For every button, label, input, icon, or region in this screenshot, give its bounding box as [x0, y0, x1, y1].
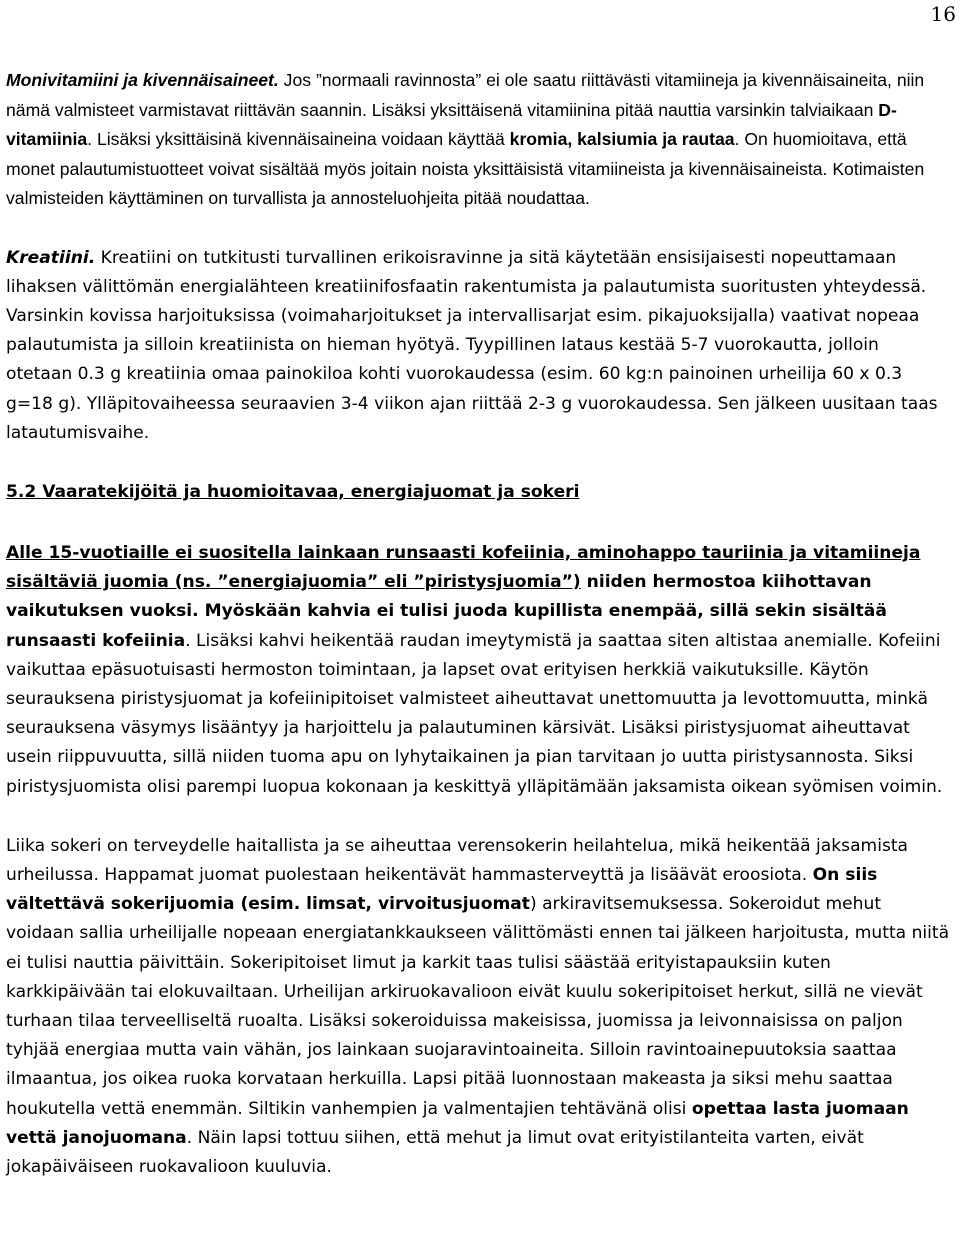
energy-underlined: Alle 15-vuotiaille ei suositella lainkaan runsaasti kofeiinia, aminohappo tauriinia ja vitamiineja sisältäviä juomia (ns. ”energiajuomia” eli ”piristysjuomia”) — [6, 542, 921, 593]
sugar-bold-2: opettaa lasta juomaan vettä janojuomana — [6, 1098, 909, 1148]
spacer — [6, 448, 950, 478]
vitamins-bold-2: kromia, kalsiumia ja rautaa — [509, 129, 735, 149]
vitamins-lead: Monivitamiini ja kivennäisaineet. — [6, 70, 279, 90]
vitamins-bold-1: D-vitamiinia — [6, 99, 897, 149]
energy-text: . Lisäksi kahvi heikentää raudan imeytymistä ja saattaa siten altistaa anemialle. Kofeiini vaikuttaa epäsuotuisasti hermoston toimintaan, ja lapset ovat erityisen herkkiä vaikutuksille. Käytön seurauksena piristysjuomat ja kofeiinipitoiset valmisteet aiheuttavat unettomuutta ja levottomuutta, minkä seurauksena väsymys lisääntyy ja harjoittelu ja palautuminen kärsivät. Lisäksi piristysjuomat aiheuttavat usein riippuvuutta, sillä niiden tuoma apu on lyhytaikainen ja pian tarvitaan jo uutta piristysannosta. Siksi piristysjuomista olisi parempi luopua kokonaan ja keskittyä ylläpitämään jaksamista oikean syömisen voimin. — [6, 630, 943, 797]
spacer — [6, 214, 950, 244]
sugar-paragraph — [6, 832, 950, 1182]
sugar-text-1: Liika sokeri on terveydelle haitallista ja se aiheuttaa verensokerin heilahtelua, mikä heikentää jaksamista urheilussa. Happamat juomat puolestaan heikentävät hammasterveyttä ja lisäävät eroosiota. — [6, 835, 909, 885]
sugar-bold-1: On siis vältettävä sokerijuomia (esim. limsat, virvoitusjuomat — [6, 864, 878, 915]
sugar-text-3: . Näin lapsi tottuu siihen, että mehut ja limut ovat erityistilanteita varten, eivät jokapäiväiseen ruokavalioon kuuluvia. — [6, 1127, 864, 1177]
vitamins-text-3: . On huomioitava, että monet palautumistuotteet voivat sisältää myös joitain noista yksittäisistä vitamiineista ja kivennäisaineista. Kotimaisten valmisteiden käyttäminen on turvallista ja annosteluohjeita pitää noudattaa. — [6, 129, 925, 208]
creatine-text: Kreatiini on tutkitusti turvallinen erikoisravinne ja sitä käytetään ensisijaisesti nopeuttamaan lihaksen välittömän energialähteen kreatiinifosfaatin rakentumista ja palautumista suoritusten yhteydessä. Varsinkin kovissa harjoituksissa (voimaharjoitukset ja intervallisarjat esim. pikajuoksijalla) vaativat nopeaa palautumista ja silloin kreatiinista on hieman hyötyä. Tyypillinen lataus kestää 5-7 vuorokautta, jolloin otetaan 0.3 g kreatiinia omaa painokiloa kohti vuorokaudessa (esim. 60 kg:n painoinen urheilija 60 x 0.3 g=18 g). Ylläpitovaiheessa seuraavien 3-4 viikon ajan riittää 2-3 g vuorokaudessa. Sen jälkeen uusitaan taas latautumisvaihe. — [6, 247, 938, 443]
spacer — [6, 802, 950, 832]
vitamins-paragraph — [6, 66, 950, 214]
page-number: 16 — [930, 2, 956, 26]
vitamins-text-2: . Lisäksi yksittäisinä kivennäisaineina voidaan käyttää — [87, 129, 510, 149]
creatine-paragraph — [6, 244, 950, 448]
sugar-text-2: ) arkiravitsemuksessa. Sokeroidut mehut voidaan sallia urheilijalle nopeaan energiatankkaukseen välittömästi ennen tai jälkeen harjoitusta, mutta niitä ei tulisi nauttia päivittäin. Sokeripitoiset limut ja karkit taas tulisi säästää erityistapauksiin kuten karkkipäivään tai elokuvailtaan. Urheilijan arkiruokavalioon eivät kuulu sokeripitoiset herkut, sillä ne vievät turhaan tilaa terveelliseltä ruoalta. Lisäksi sokeroiduissa makeisissa, juomissa ja leivonnaisissa on paljon tyhjää energiaa mutta vain vähän, jos lainkaan suojaravintoaineita. Silloin ravintoainepuutoksia saattaa ilmaantua, jos oikea ruoka korvataan herkuilla. Lapsi pitää luonnostaan makeasta ja siksi mehu saattaa houkutella vettä enemmän. Siltikin vanhempien ja valmentajien tehtävänä olisi — [6, 894, 950, 1119]
section-heading: 5.2 Vaaratekijöitä ja huomioitavaa, energiajuomat ja sokeri — [6, 481, 580, 502]
creatine-lead: Kreatiini. — [6, 247, 96, 268]
energy-drinks-paragraph — [6, 539, 950, 802]
document-body — [6, 66, 950, 1182]
energy-bold: niiden hermostoa kiihottavan vaikutuksen vuoksi. Myöskään kahvia ei tulisi juoda kupillista enempää, sillä sekin sisältää runsaasti kofeiinia — [6, 572, 887, 651]
spacer — [6, 507, 950, 539]
vitamins-text-1: Jos ”normaali ravinnosta” ei ole saatu riittävästi vitamiineja ja kivennäisaineita, niin nämä valmisteet varmistavat riittävän saannin. Lisäksi yksittäisenä vitamiinina pitää nauttia varsinkin talviaikaan — [6, 70, 925, 120]
